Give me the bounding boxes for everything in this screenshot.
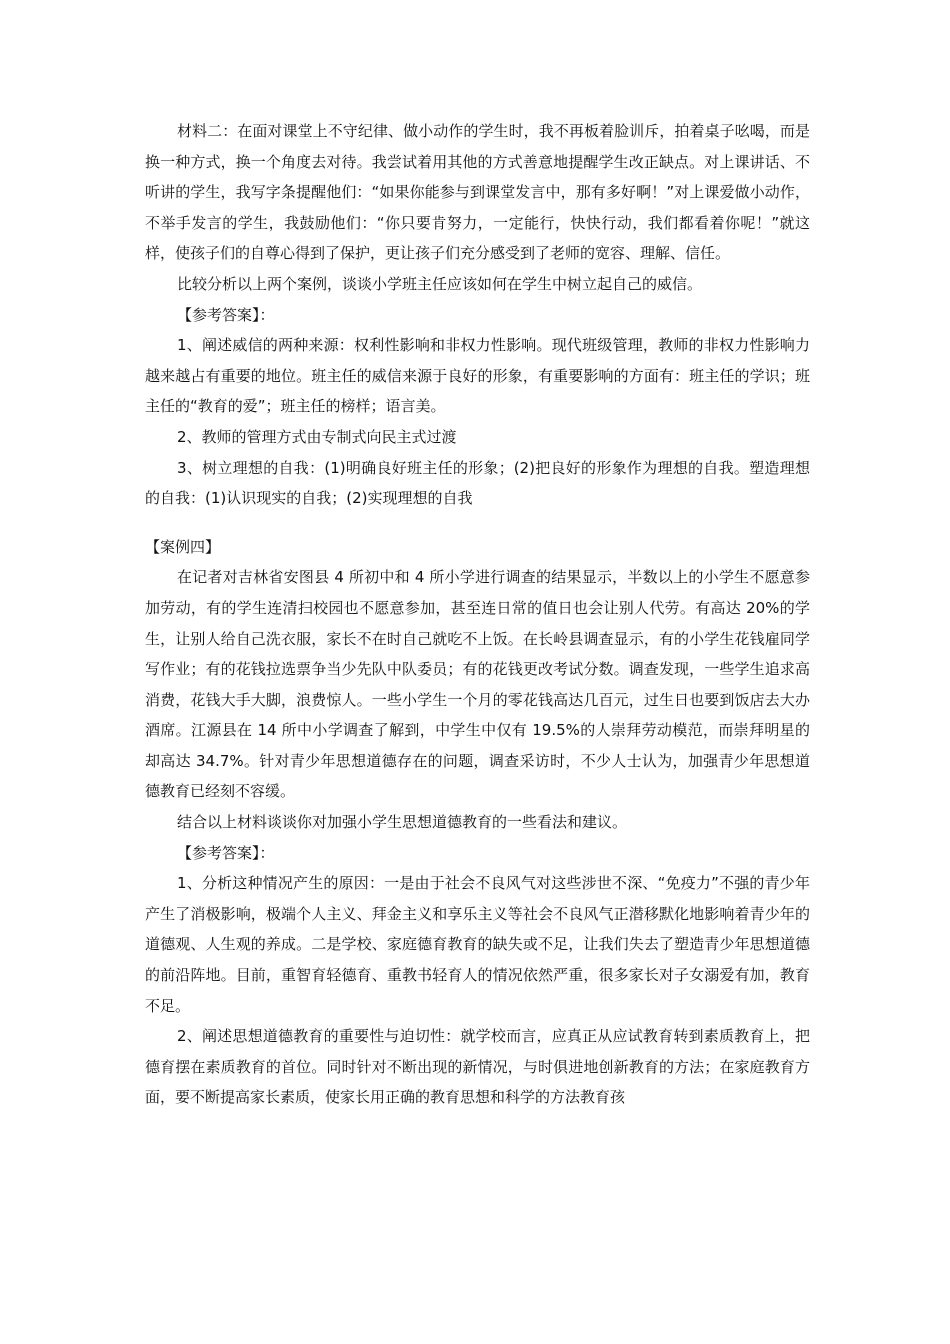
material-two-paragraph: 材料二：在面对课堂上不守纪律、做小动作的学生时，我不再板着脸训斥，拍着桌子吆喝，而是换一种方式，换一个角度去对待。我尝试着用其他的方式善意地提醒学生改正缺点。对上课讲话、不听讲的学生，我写字条提醒他们：“如果你能参与到课堂发言中，那有多好啊！”对上课爱做小动作，不举手发言的学生，我鼓励他们：“你只要肯努力，一定能行，快快行动，我们都看着你呢！”就这样，使孩子们的自尊心得到了保护，更让孩子们充分感受到了老师的宽容、理解、信任。 (145, 122, 810, 263)
reference-answer-label: 【参考答案】： (177, 843, 275, 862)
answer-point-2: 2、阐述思想道德教育的重要性与迫切性：就学校而言，应真正从应试教育转到素质教育上，把德育摆在素质教育的首位。同时针对不断出现的新情况，与时俱进地创新教育的方法；在家庭教育方面，要不断提高家长素质，使家长用正确的教育思想和科学的方法教育孩 (145, 1027, 810, 1107)
answer-point-1: 1、分析这种情况产生的原因：一是由于社会不良风气对这些涉世不深、“免疫力”不强的青少年产生了消极影响，极端个人主义、拜金主义和享乐主义等社会不良风气正潜移默化地影响着青少年的道德观、人生观的养成。二是学校、家庭德育教育的缺失或不足，让我们失去了塑造青少年思想道德的前沿阵地。目前，重智育轻德育、重教书轻育人的情况依然严重，很多家长对子女溺爱有加，教育不足。 (145, 874, 810, 1015)
question-case-three: 比较分析以上两个案例，谈谈小学班主任应该如何在学生中树立起自己的威信。 (177, 274, 703, 293)
question-case-four: 结合以上材料谈谈你对加强小学生思想道德教育的一些看法和建议。 (177, 813, 628, 832)
reference-answer-label: 【参考答案】： (177, 305, 275, 324)
answer-point-2: 2、教师的管理方式由专制式向民主式过渡 (177, 427, 457, 446)
answer-point-3: 3、树立理想的自我：(1)明确良好班主任的形象；(2)把良好的形象作为理想的自我。塑造理想的自我：(1)认识现实的自我；(2)实现理想的自我 (145, 458, 810, 508)
answer-point-1: 1、阐述威信的两种来源：权利性影响和非权力性影响。现代班级管理，教师的非权力性影响力越来越占有重要的地位。班主任的威信来源于良好的形象，有重要影响的方面有：班主任的学识；班主任的“教育的爱”；班主任的榜样；语言美。 (145, 336, 810, 416)
case-four-heading: 【案例四】 (145, 537, 221, 556)
case-four-paragraph: 在记者对吉林省安图县 4 所初中和 4 所小学进行调查的结果显示，半数以上的小学生不愿意参加劳动，有的学生连清扫校园也不愿意参加，甚至连日常的值日也会让别人代劳。有高达 20%的学生，让别人给自己洗衣服，家长不在时自己就吃不上饭。在长岭县调查显示，有的小学生花钱雇同学写作业；有的花钱拉选票争当少先队中队委员；有的花钱更改考试分数。调查发现，一些学生追求高消费，花钱大手大脚，浪费惊人。一些小学生一个月的零花钱高达几百元，过生日也要到饭店去大办酒席。江源县在 14 所中小学调查了解到，中学生中仅有 19.5%的人崇拜劳动模范，而崇拜明星的却高达 34.7%。针对青少年思想道德存在的问题，调查采访时，不少人士认为，加强青少年思想道德教育已经刻不容缓。 (145, 568, 810, 801)
section-spacer (145, 514, 810, 532)
document-page (145, 116, 810, 1113)
